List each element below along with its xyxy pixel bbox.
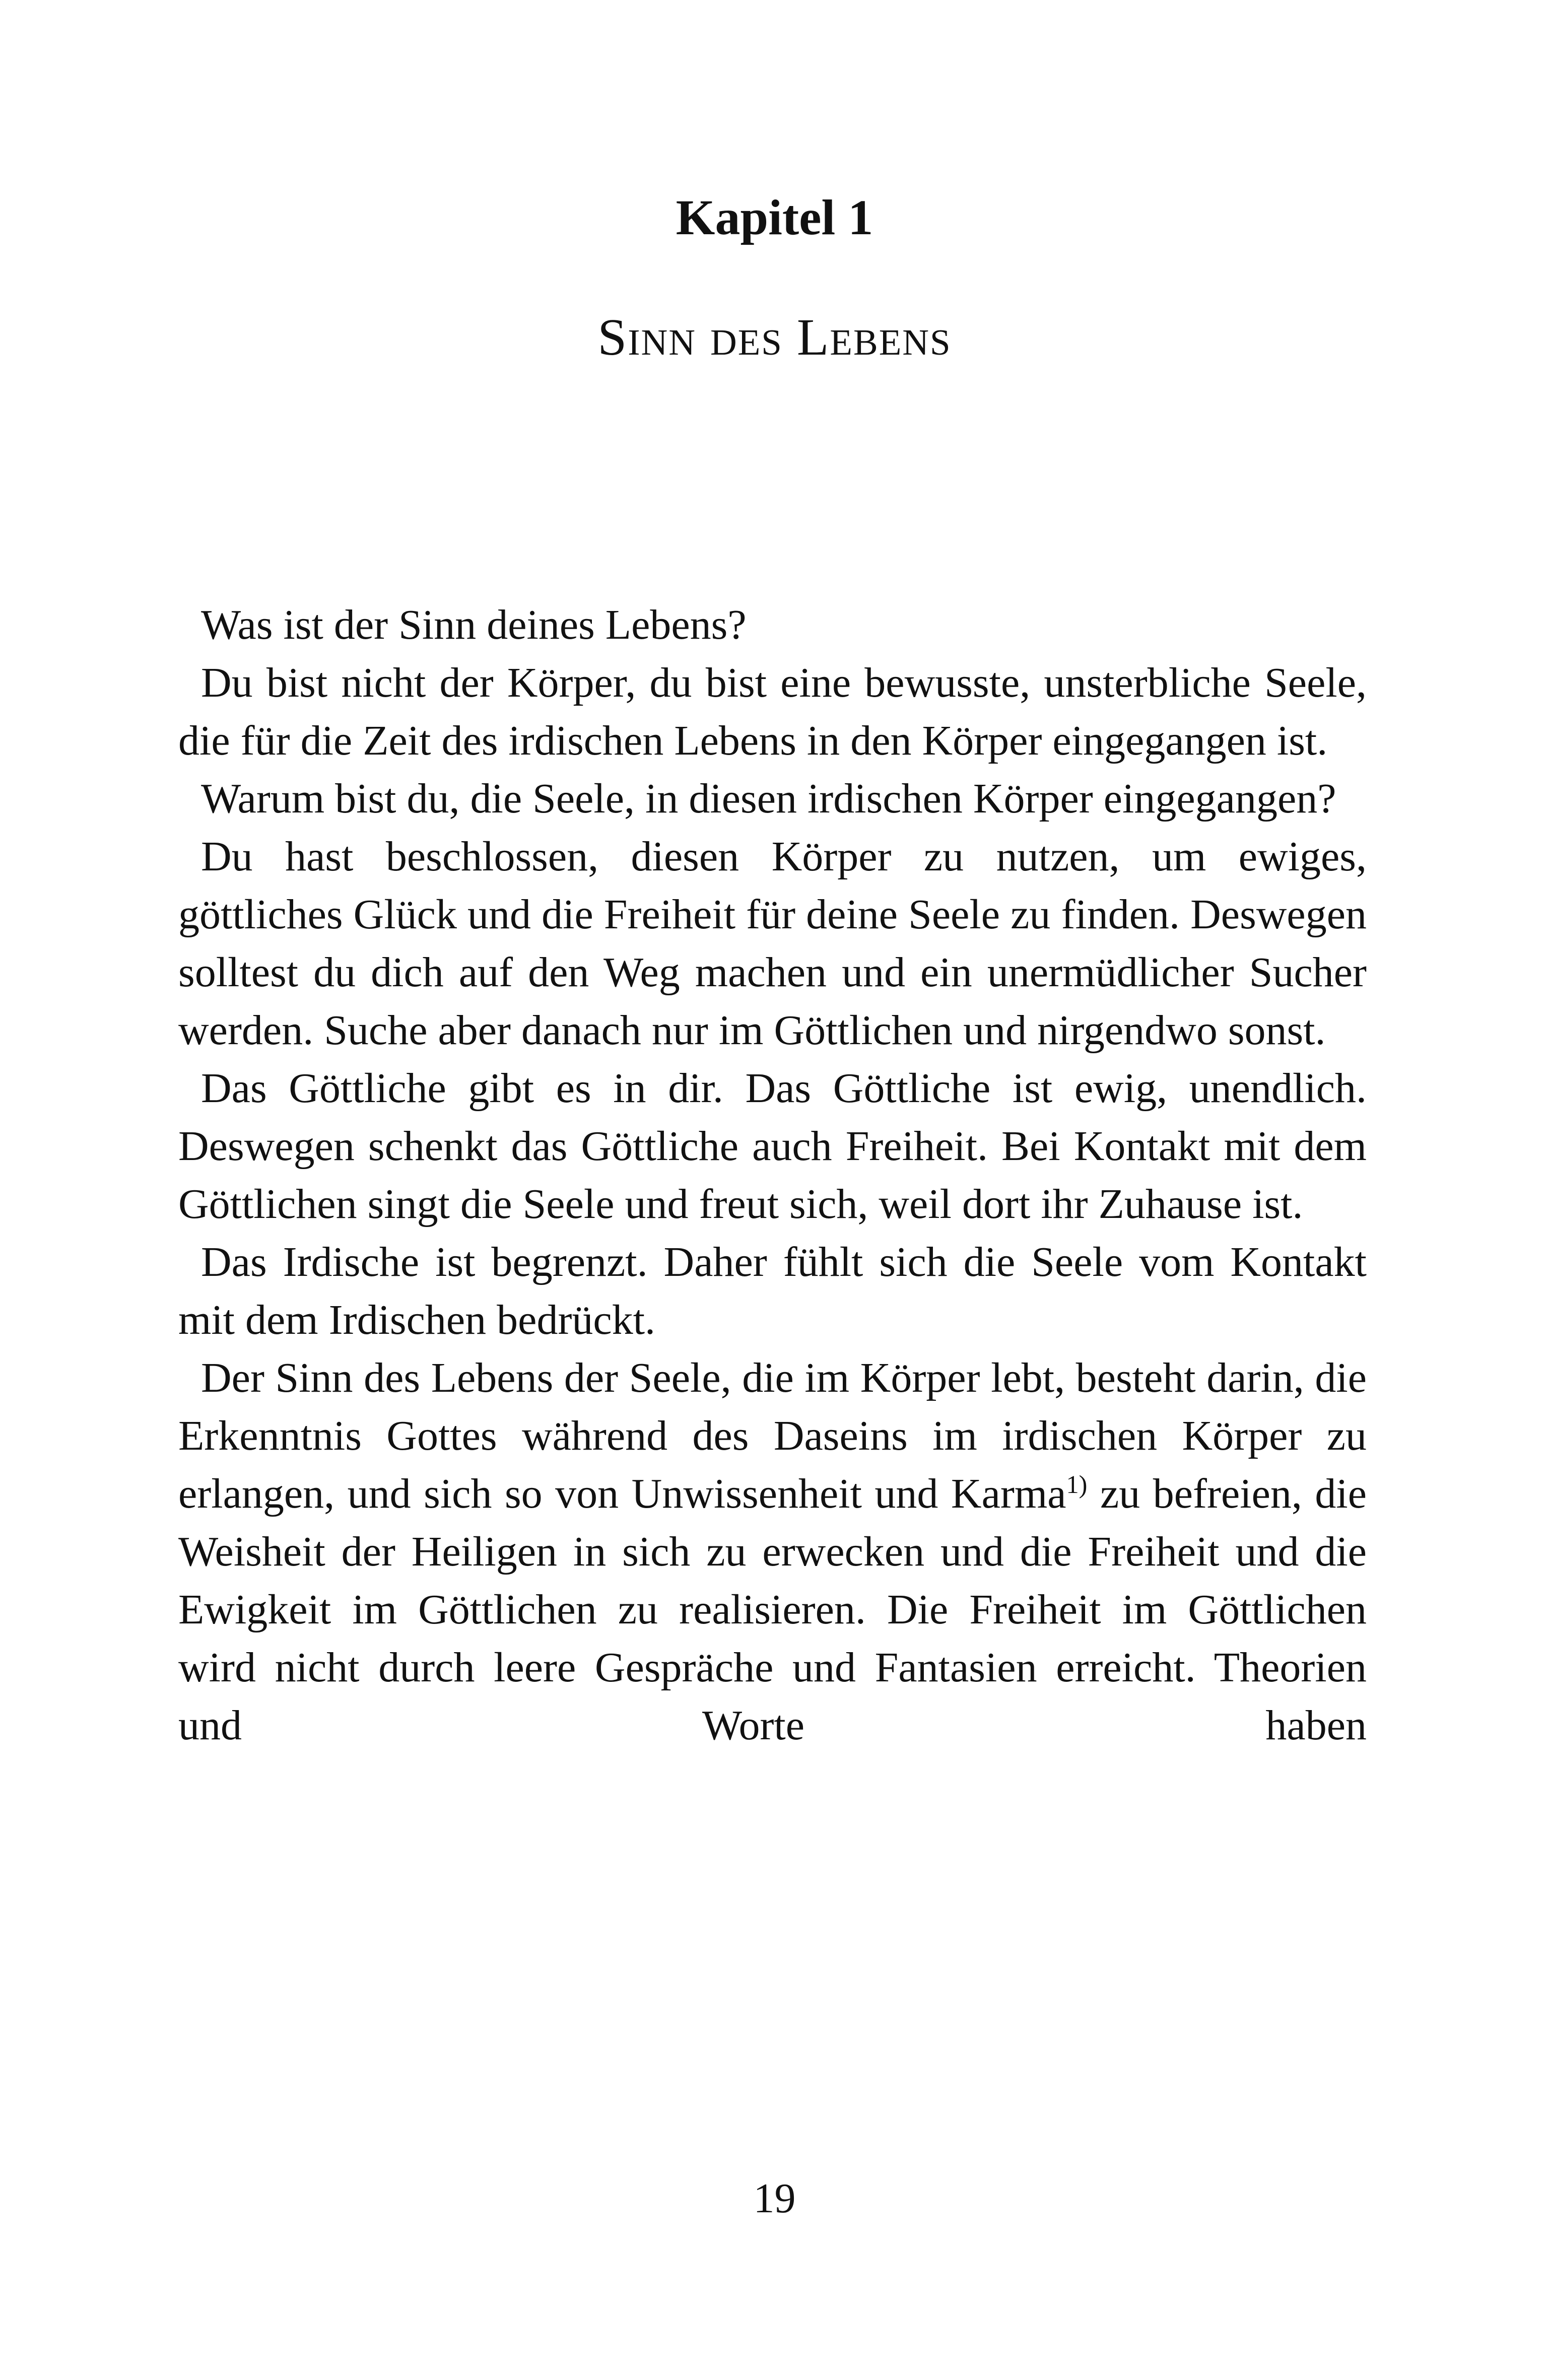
paragraph-text: Der Sinn des Lebens der Seele, die im Körper lebt, besteht darin, die Erkenntnis Gottes während des Daseins im irdischen Körper zu erlangen, und sich so von Unwissenheit und Karma [178,1354,1367,1517]
paragraph: Du hast beschlossen, diesen Körper zu nutzen, um ewiges, göttliches Glück und die Freiheit für deine Seele zu finden. Deswegen solltest du dich auf den Weg machen und ein unermüdlicher Sucher werden. Suche aber danach nur im Göttlichen und nirgendwo sonst. [178,833,1367,1054]
paragraph-text: zu befreien, die Weisheit der Heiligen in sich zu erwecken und die Freiheit und die Ewigkeit im Göttlichen zu realisieren. Die Freiheit im Göttlichen wird nicht durch leere Gespräche und Fantasien erreicht. Theorien und Worte haben [178,1470,1367,1749]
body-text [178,596,1367,1754]
chapter-title: Sinn des Lebens [597,308,952,366]
paragraph: Warum bist du, die Seele, in diesen irdischen Körper eingegangen? [201,775,1336,822]
page-number: 19 [753,2175,796,2222]
paragraph: Was ist der Sinn deines Lebens? [201,601,747,648]
footnote-marker: 1) [1066,1470,1088,1499]
paragraph: Du bist nicht der Körper, du bist eine bewusste, unsterbliche Seele, die für die Zeit des irdischen Lebens in den Körper eingegangen ist. [178,659,1367,764]
paragraph: Das Irdische ist begrenzt. Daher fühlt sich die Seele vom Kontakt mit dem Irdischen bedrückt. [178,1239,1367,1343]
chapter-label: Kapitel 1 [676,189,873,245]
paragraph [178,1349,1367,1754]
paragraph: Das Göttliche gibt es in dir. Das Göttliche ist ewig, unendlich. Deswegen schenkt das Göttliche auch Freiheit. Bei Kontakt mit dem Göttlichen singt die Seele und freut sich, weil dort ihr Zuhause ist. [178,1065,1367,1228]
